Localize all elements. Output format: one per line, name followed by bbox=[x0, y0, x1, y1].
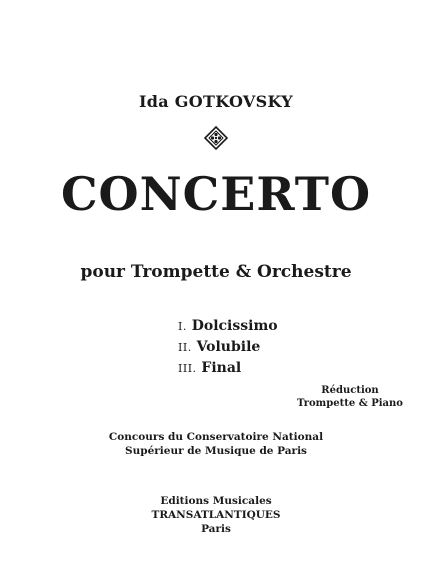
composer-last-name: GOTKOVSKY bbox=[174, 92, 294, 111]
movement-number: III. bbox=[178, 362, 197, 375]
publisher-line-1: Editions Musicales bbox=[160, 495, 272, 507]
diamond-ornament-icon bbox=[204, 126, 228, 150]
movement-name: Volubile bbox=[196, 339, 261, 355]
reduction-line-2: Trompette & Piano bbox=[297, 398, 403, 409]
reduction-note bbox=[290, 384, 410, 410]
contest-note bbox=[0, 430, 432, 458]
movement-item bbox=[178, 358, 278, 379]
subtitle: pour Trompette & Orchestre bbox=[80, 262, 352, 282]
movement-name: Dolcissimo bbox=[191, 318, 278, 334]
movement-item bbox=[178, 316, 278, 337]
movement-name: Final bbox=[201, 360, 242, 376]
movement-number: I. bbox=[178, 320, 187, 333]
publisher-line-2: TRANSATLANTIQUES bbox=[151, 509, 281, 521]
composer-first-name: Ida bbox=[138, 92, 169, 111]
composer-name bbox=[0, 92, 432, 111]
publisher-block bbox=[0, 494, 432, 536]
page-title: CONCERTO bbox=[60, 167, 372, 221]
movement-number: II. bbox=[178, 341, 192, 354]
movement-item bbox=[178, 337, 278, 358]
contest-line-1: Concours du Conservatoire National bbox=[108, 431, 324, 443]
contest-line-2: Supérieur de Musique de Paris bbox=[125, 445, 307, 457]
movements-list bbox=[178, 316, 278, 379]
publisher-line-3: Paris bbox=[201, 523, 231, 535]
reduction-line-1: Réduction bbox=[321, 385, 379, 396]
